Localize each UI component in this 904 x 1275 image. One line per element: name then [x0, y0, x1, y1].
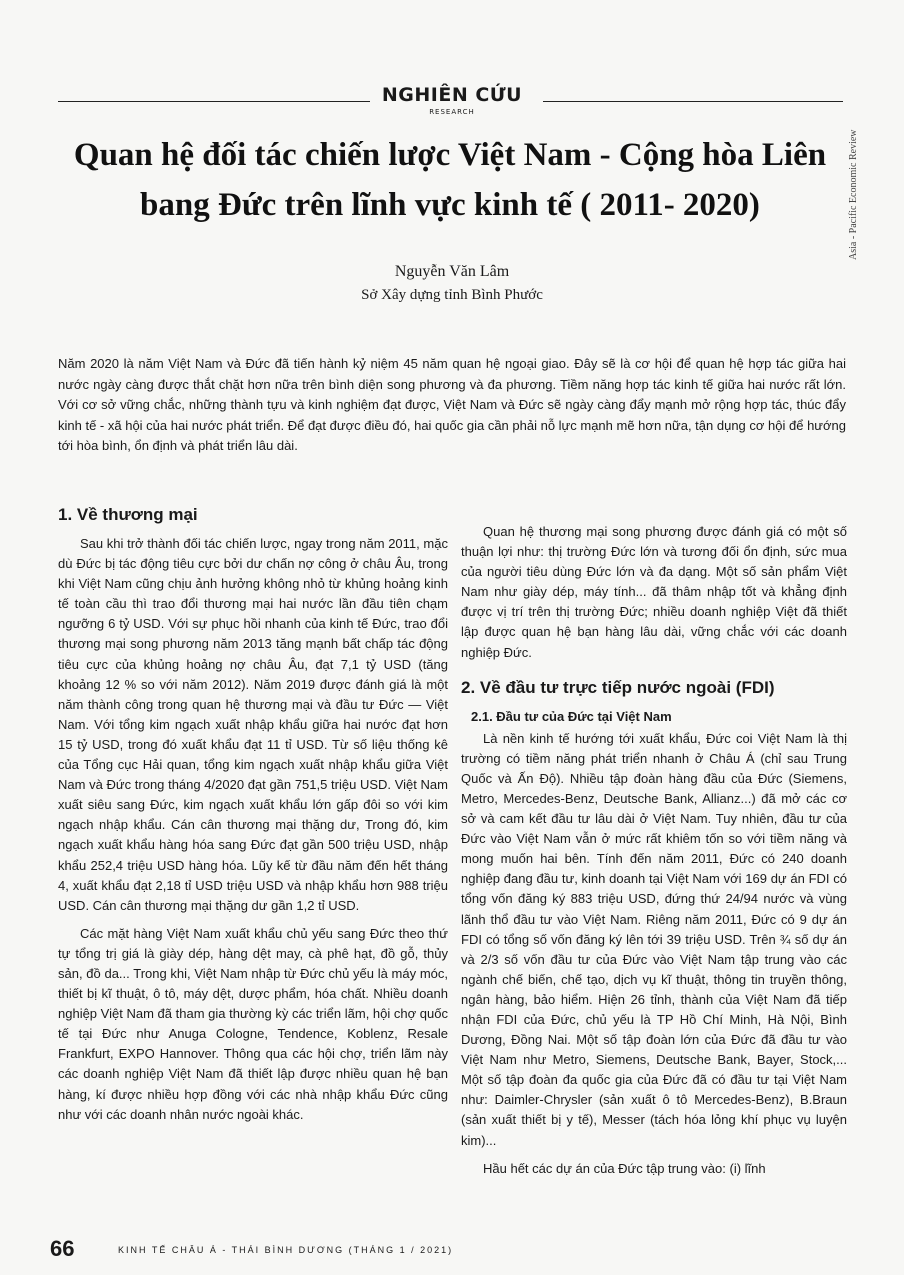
section-heading-fdi: 2. Về đầu tư trực tiếp nước ngoài (FDI): [461, 677, 775, 697]
header-rule-right: [543, 101, 843, 102]
left-column: [58, 504, 448, 1125]
author-affiliation: Sở Xây dựng tỉnh Bình Phước: [361, 287, 543, 303]
abstract: Năm 2020 là năm Việt Nam và Đức đã tiến hành kỷ niệm 45 năm quan hệ ngoại giao. Đây sẽ là cơ hội để quan hệ hợp tác giữa hai nước ngày càng được thắt chặt hơn nữa trên bình diện song phương và đa phương. Tiềm năng hợp tác kinh tế giữa hai nước rất lớn. Với cơ sở vững chắc, những thành tựu và kinh nghiệm đạt được, Việt Nam và Đức sẽ ngày càng đẩy mạnh mở rộng hợp tác, thúc đẩy kinh tế - xã hội của hai nước phát triển. Để đạt được điều đó, hai quốc gia cần phải nỗ lực mạnh mẽ hơn nữa, tận dụng cơ hội để hướng tới hòa bình, ổn định và phát triển lâu dài.: [58, 356, 846, 454]
section-label: NGHIÊN CỨU: [381, 84, 523, 106]
paragraph: Là nền kinh tế hướng tới xuất khẩu, Đức coi Việt Nam là thị trường có tiềm năng phát triển nhanh ở Châu Á (chỉ sau Trung Quốc và Ấn Độ). Nhiều tập đoàn hàng đầu của Đức (Siemens, Metro, Mercedes-Benz, Deutsche Bank, Allianz...) đã mở các cơ sở và cam kết đầu tư lâu dài ở Việt Nam. Tuy nhiên, đầu tư của Đức vào Việt Nam vẫn ở mức rất khiêm tốn so với tiềm năng và mong muốn hai bên. Tính đến năm 2011, Đức có 240 doanh nghiệp đang đầu tư, kinh doanh tại Việt Nam với 169 dự án FDI có tổng vốn đăng ký 883 triệu USD, đứng thứ 24/94 nước và vùng lãnh thổ đầu tư vào Việt Nam. Riêng năm 2011, Đức có 9 dự án FDI có tổng số vốn đăng ký lên tới 39 triệu USD. Trên ¾ số dự án và 2/3 số vốn đầu tư của Đức vào Việt Nam tập trung vào các ngành chế biến, chế tạo, dịch vụ kĩ thuật, thông tin truyền thông, ngân hàng, bảo hiểm. Hiện 26 tỉnh, thành của Việt Nam đã tiếp nhận FDI của Đức, chủ yếu là TP Hồ Chí Minh, Hà Nội, Bình Dương, Đồng Nai. Một số tập đoàn lớn của Đức đã đầu tư vào Việt Nam như Metro, Siemens, Deutsche Bank, Bayer, Stock,... Một số tập đoàn đa quốc gia của Đức đã có đầu tư tại Việt Nam như: Daimler-Chrysler (sản xuất ô tô Mercedes-Benz), B.Braun (sản xuất thiết bị y tế), Messer (tách hóa lỏng khí phục vụ luyện kim)...: [461, 730, 847, 1148]
journal-footer: KINH TẾ CHÂU Á - THÁI BÌNH DƯƠNG (THÁNG 1 / 2021): [118, 1245, 454, 1255]
subsection-heading: 2.1. Đầu tư của Đức tại Việt Nam: [471, 708, 672, 724]
section-heading-trade: 1. Về thương mại: [58, 505, 198, 524]
section-sublabel: RESEARCH: [429, 108, 475, 116]
header-rule-left: [58, 101, 370, 102]
author-name: Nguyễn Văn Lâm: [394, 263, 510, 280]
paragraph: Sau khi trở thành đối tác chiến lược, ngay trong năm 2011, mặc dù Đức bị tác động tiêu cực bởi dư chấn nợ công ở châu Âu, trong khi Việt Nam cũng chịu ảnh hưởng không nhỏ từ khủng hoảng kinh tế toàn cầu thì trao đổi thương mại hai nước lần đầu tiên chạm ngưỡng 6 tỷ USD. Với sự phục hồi nhanh của kinh tế Đức, trao đổi thương mại song phương năm 2013 tăng mạnh bất chấp tác động tiêu cực của khủng hoảng nợ châu Âu, đạt 7,1 tỷ USD (tăng khoảng 12 % so với năm 2012). Năm 2019 được đánh giá là một năm thành công trong quan hệ thương mại và đầu tư Đức — Việt Nam. Với tổng kim ngạch xuất nhập khẩu giữa hai nước đạt hơn 15 tỷ USD, trong đó xuất khẩu đạt 11 tỉ USD. Từ số liệu thống kê của Tổng cục Hải quan, tổng kim ngạch xuất nhập khẩu giữa Việt Nam và Đức trong tháng 4/2020 đạt gần 751,5 triệu USD. Việt Nam xuất siêu sang Đức, kim ngạch xuất khẩu lớn gấp đôi so với kim ngạch nhập khẩu. Cán cân thương mại thặng dư, Trong đó, kim ngạch xuất khẩu hàng hóa sang Đức đạt gần 500 triệu USD, nhập khẩu 252,4 triệu USD hàng hóa. Lũy kế từ đầu năm đến hết tháng 4, xuất khẩu đạt 2,18 tỉ USD triệu USD và nhập khẩu hơn 988 triệu USD. Cán cân thương mại thặng dư gần 1,2 tỉ USD.: [58, 536, 448, 913]
article-title: Quan hệ đối tác chiến lược Việt Nam - Cộng hòa Liên bang Đức trên lĩnh vực kinh tế ( 2011- 2020): [73, 137, 827, 223]
paragraph: Các mặt hàng Việt Nam xuất khẩu chủ yếu sang Đức theo thứ tự tổng trị giá là giày dép, hàng dệt may, cà phê hạt, đồ gỗ, thủy sản, đồ da... Trong khi, Việt Nam nhập từ Đức chủ yếu là máy móc, thiết bị kĩ thuật, ô tô, máy dệt, dược phẩm, hóa chất. Nhiều doanh nghiệp Việt Nam đã tham gia thường kỳ các triển lãm, hội chợ quốc tế tại Đức như Anuga Cologne, Tendence, Koblenz, Resale Frankfurt, EXPO Hannover. Thông qua các hội chợ, triển lãm này các doanh nghiệp Việt Nam đã thiết lập được nhiều quan hệ bạn hàng, kí được nhiều hợp đồng với các nhà nhập khẩu Đức cũng như với các doanh nhân nước ngoài khác.: [58, 925, 448, 1122]
paragraph: Quan hệ thương mại song phương được đánh giá có một số thuận lợi như: thị trường Đức lớn và tương đối ổn định, sức mua của người tiêu dùng Đức lớn và đa dạng. Một số sản phẩm Việt Nam như giày dép, máy tính... đã thâm nhập tốt và khẳng định được vị trí trên thị trường Đức; nhiều doanh nghiệp Việt đã thiết lập được quan hệ bạn hàng lâu dài, vững chắc với các doanh nghiệp Đức.: [461, 524, 847, 660]
side-journal-tab: Asia - Pacific Economic Review: [848, 129, 859, 260]
page-number: 66: [50, 1236, 75, 1261]
paragraph: Hầu hết các dự án của Đức tập trung vào: (i) lĩnh: [483, 1160, 766, 1176]
right-column: [461, 522, 847, 1179]
